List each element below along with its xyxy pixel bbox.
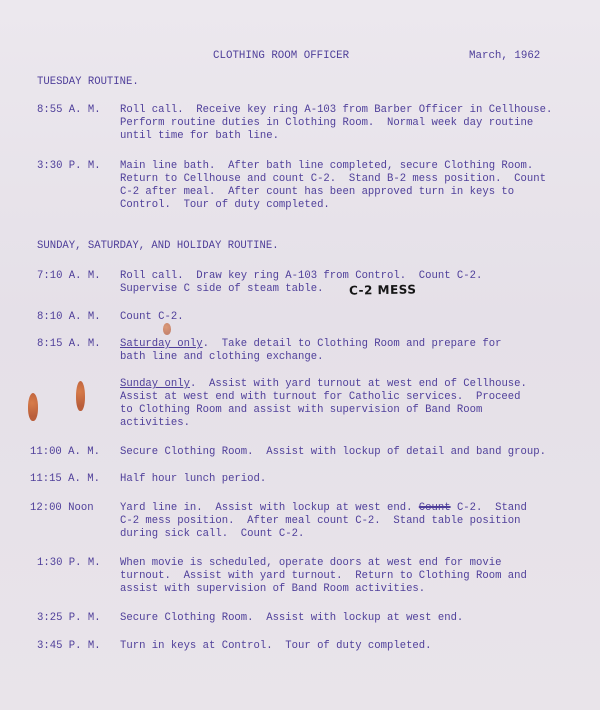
rust-stain <box>28 393 38 421</box>
entry-time: 12:00 Noon <box>30 502 94 514</box>
entry-time: 8:55 A. M. <box>37 104 101 116</box>
entry-text-rest: . Take detail to Clothing Room and prepare for <box>202 338 502 350</box>
entry-text: Roll call. Receive key ring A-103 from Barber Officer in Cellhouse. <box>120 104 553 116</box>
struck-text: Count <box>418 502 451 514</box>
entry-text: When movie is scheduled, operate doors at west end for movie <box>120 557 502 569</box>
entry-text: Main line bath. After bath line completed, secure Clothing Room. <box>120 160 534 172</box>
entry-text: to Clothing Room and assist with supervision of Band Room <box>120 404 483 416</box>
entry-time: 3:25 P. M. <box>37 612 101 624</box>
entry-text-part: Yard line in. Assist with lockup at west end. <box>120 502 413 514</box>
entry-text: Turn in keys at Control. Tour of duty completed. <box>120 640 432 652</box>
entry-text: Perform routine duties in Clothing Room. Normal week day routine <box>120 117 534 129</box>
entry-time: 8:10 A. M. <box>37 311 101 323</box>
entry-text: Roll call. Draw key ring A-103 from Control. Count C-2. <box>120 270 483 282</box>
entry-text: assist with supervision of Band Room activities. <box>120 583 426 595</box>
entry-text: turnout. Assist with yard turnout. Return to Clothing Room and <box>120 570 527 582</box>
rust-stain <box>163 323 171 335</box>
entry-text: activities. <box>120 417 190 429</box>
underlined-text: Sunday only <box>120 378 190 390</box>
entry-text <box>120 338 501 351</box>
entry-text: Count C-2. <box>120 311 184 323</box>
entry-text: Half hour lunch period. <box>120 473 267 485</box>
entry-text: Supervise C side of steam table. <box>120 283 324 295</box>
entry-text: Assist at west end with turnout for Catholic services. Proceed <box>120 391 521 403</box>
entry-time: 11:15 A. M. <box>30 473 100 485</box>
entry-text: during sick call. Count C-2. <box>120 528 305 540</box>
entry-text-part: C-2. Stand <box>450 502 527 514</box>
entry-text <box>120 502 527 515</box>
entry-text: until time for bath line. <box>120 130 279 142</box>
document-date: March, 1962 <box>469 50 541 62</box>
entry-time: 3:45 P. M. <box>37 640 101 652</box>
entry-text: Secure Clothing Room. Assist with lockup at west end. <box>120 612 464 624</box>
underlined-text: Saturday only <box>120 338 203 350</box>
section-heading-tuesday: TUESDAY ROUTINE. <box>37 76 139 88</box>
entry-text: bath line and clothing exchange. <box>120 351 324 363</box>
entry-time: 8:15 A. M. <box>37 338 101 350</box>
entry-time: 3:30 P. M. <box>37 160 101 172</box>
entry-time: 11:00 A. M. <box>30 446 100 458</box>
entry-text <box>120 378 527 391</box>
rust-stain <box>76 381 85 411</box>
entry-text-rest: . Assist with yard turnout at west end of Cellhouse. <box>189 378 527 390</box>
entry-time: 1:30 P. M. <box>37 557 101 569</box>
entry-text: Control. Tour of duty completed. <box>120 199 330 211</box>
document-title: CLOTHING ROOM OFFICER <box>213 50 350 62</box>
entry-time: 7:10 A. M. <box>37 270 101 282</box>
handwritten-note: C-2 MESS <box>348 282 417 298</box>
entry-text: C-2 after meal. After count has been approved turn in keys to <box>120 186 515 198</box>
entry-text: Secure Clothing Room. Assist with lockup of detail and band group. <box>120 446 546 458</box>
entry-text: C-2 mess position. After meal count C-2. Stand table position <box>120 515 521 527</box>
entry-text: Return to Cellhouse and count C-2. Stand B-2 mess position. Count <box>120 173 546 185</box>
section-heading-weekend: SUNDAY, SATURDAY, AND HOLIDAY ROUTINE. <box>37 240 279 252</box>
